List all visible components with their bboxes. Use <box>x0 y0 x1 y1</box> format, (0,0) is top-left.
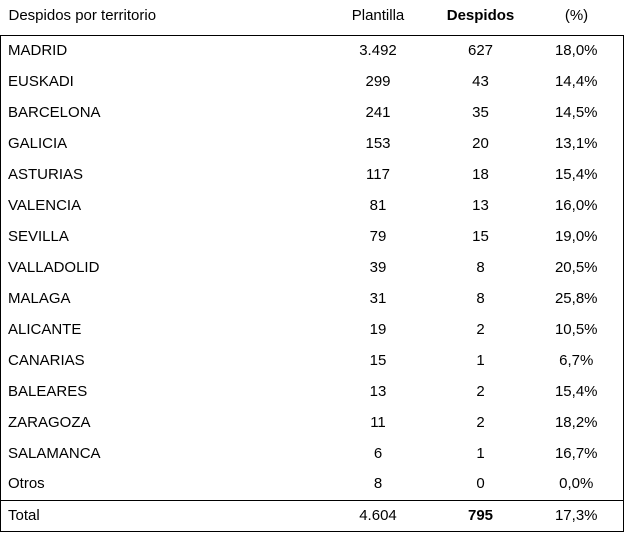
territory-name: MALAGA <box>1 283 325 314</box>
header-percent: (%) <box>564 7 589 25</box>
plantilla-value: 15 <box>369 351 387 369</box>
plantilla-value: 11 <box>370 413 386 431</box>
table-header <box>1 0 624 35</box>
territory-name: CANARIAS <box>1 345 325 376</box>
territory-name: BARCELONA <box>1 97 325 128</box>
table-row <box>1 128 624 159</box>
despidos-value: 13 <box>472 196 489 214</box>
table-row <box>1 159 624 190</box>
percent-value: 13,1% <box>530 128 624 159</box>
territory-name: SALAMANCA <box>1 438 325 469</box>
plantilla-value: 6 <box>373 444 383 462</box>
territory-name: ALICANTE <box>1 314 325 345</box>
table-row <box>1 221 624 252</box>
table-row <box>1 66 624 97</box>
plantilla-value: 19 <box>369 320 387 338</box>
despidos-value: 8 <box>476 289 485 307</box>
plantilla-value: 81 <box>369 196 387 214</box>
table-row <box>1 407 624 438</box>
percent-value: 0,0% <box>530 469 624 500</box>
despidos-value: 0 <box>476 475 485 493</box>
despidos-value: 2 <box>476 320 485 338</box>
total-plantilla: 4.604 <box>325 500 432 531</box>
despidos-value: 627 <box>432 35 530 66</box>
despidos-value: 1 <box>476 444 485 462</box>
percent-value: 25,8% <box>530 283 624 314</box>
territory-name: MADRID <box>1 35 325 66</box>
table-body <box>1 35 624 500</box>
percent-value: 16,0% <box>530 190 624 221</box>
table-row <box>1 252 624 283</box>
plantilla-value: 31 <box>369 289 387 307</box>
despidos-value: 35 <box>472 103 489 121</box>
table-row <box>1 35 624 66</box>
header-row <box>1 0 624 35</box>
table-row <box>1 190 624 221</box>
percent-value: 16,7% <box>530 438 624 469</box>
total-despidos: 795 <box>432 500 530 531</box>
header-territory: Despidos por territorio <box>8 7 157 25</box>
plantilla-value: 241 <box>365 103 391 121</box>
territory-name: BALEARES <box>1 376 325 407</box>
total-label: Total <box>1 500 325 531</box>
territory-name: VALLADOLID <box>1 252 325 283</box>
despidos-value: 2 <box>476 413 485 431</box>
despidos-value: 8 <box>476 258 485 276</box>
table-row <box>1 97 624 128</box>
percent-value: 10,5% <box>530 314 624 345</box>
despidos-value: 1 <box>476 351 485 369</box>
table-row <box>1 376 624 407</box>
header-plantilla: Plantilla <box>351 7 405 25</box>
plantilla-value: 79 <box>369 227 387 245</box>
plantilla-value: 3.492 <box>325 35 432 66</box>
percent-value: 15,4% <box>530 159 624 190</box>
territory-name: ZARAGOZA <box>1 407 325 438</box>
percent-value: 6,7% <box>530 345 624 376</box>
table-row <box>1 438 624 469</box>
despidos-value: 18 <box>472 165 489 183</box>
plantilla-value: 39 <box>369 258 387 276</box>
table-row <box>1 283 624 314</box>
percent-value: 18,0% <box>530 35 624 66</box>
table-row <box>1 345 624 376</box>
table-row <box>1 314 624 345</box>
total-percent: 17,3% <box>530 500 624 531</box>
percent-value: 20,5% <box>530 252 624 283</box>
despidos-value: 43 <box>472 72 489 90</box>
total-row <box>1 500 624 531</box>
territory-name: GALICIA <box>1 128 325 159</box>
percent-value: 14,4% <box>530 66 624 97</box>
despidos-value: 2 <box>476 382 485 400</box>
territory-name: SEVILLA <box>1 221 325 252</box>
despidos-value: 20 <box>472 134 489 152</box>
percent-value: 15,4% <box>530 376 624 407</box>
despidos-value: 15 <box>472 227 489 245</box>
percent-value: 19,0% <box>530 221 624 252</box>
territory-name: VALENCIA <box>1 190 325 221</box>
plantilla-value: 299 <box>365 72 391 90</box>
territory-name: ASTURIAS <box>1 159 325 190</box>
percent-value: 14,5% <box>530 97 624 128</box>
territory-name: Otros <box>1 469 325 500</box>
plantilla-value: 117 <box>366 165 390 183</box>
percent-value: 18,2% <box>530 407 624 438</box>
table-row <box>1 469 624 500</box>
plantilla-value: 153 <box>365 134 391 152</box>
territory-name: EUSKADI <box>1 66 325 97</box>
plantilla-value: 8 <box>373 475 383 493</box>
plantilla-value: 13 <box>369 382 387 400</box>
header-despidos: Despidos <box>446 7 515 25</box>
table-footer <box>1 500 624 531</box>
